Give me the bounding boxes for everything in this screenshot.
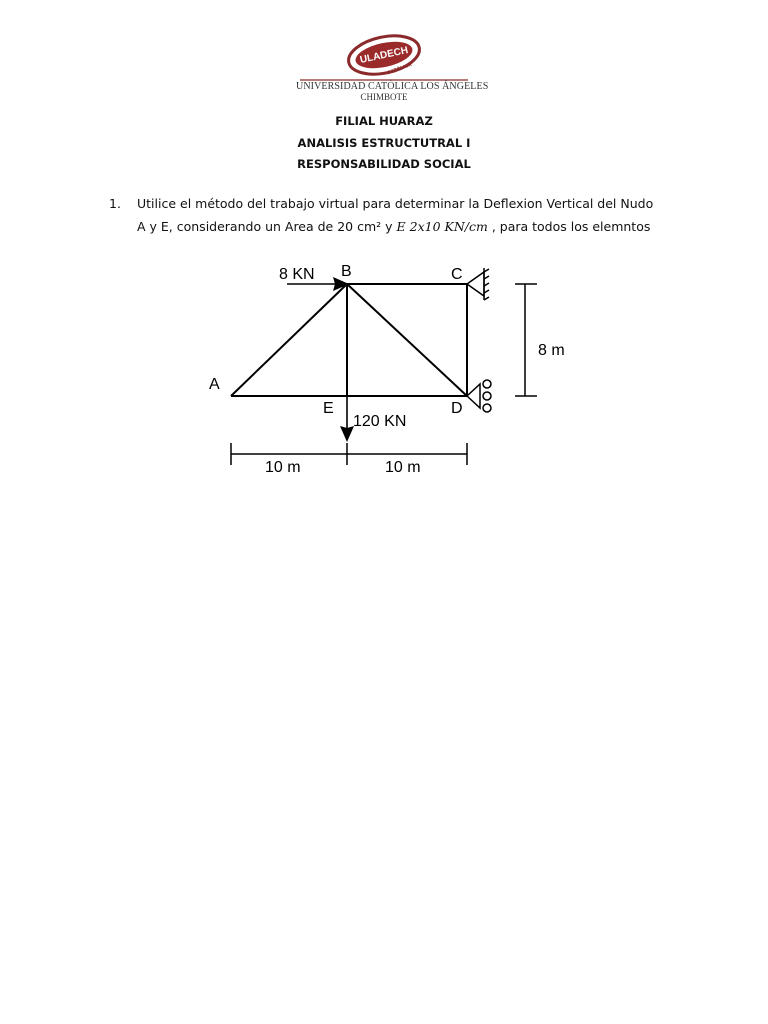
question-number: 1. <box>109 196 121 211</box>
uladech-badge-icon <box>296 30 472 82</box>
question-line2-prefix: A y E, considerando un Area de 20 cm² y <box>137 219 397 234</box>
header-course: ANALISIS ESTRUCTUTRAL I <box>297 136 471 150</box>
node-label-e: E <box>323 400 334 417</box>
node-label-a: A <box>209 376 220 393</box>
member-a-b <box>231 284 347 396</box>
question-math-expression: E 2x10 KN/cm <box>396 219 488 234</box>
logo-badge-subtext: CATÓLICA <box>386 61 413 77</box>
pin-support-c-icon <box>467 268 489 300</box>
question-line2-suffix: , para todos los elemntos <box>487 219 651 234</box>
logo-university-name: UNIVERSIDAD CATÓLICA LOS ÁNGELES <box>296 81 489 92</box>
truss-diagram <box>195 256 565 485</box>
load-label-8kn: 8 KN <box>279 266 315 283</box>
header-campus: FILIAL HUARAZ <box>335 114 433 128</box>
truss-drawing <box>195 256 565 481</box>
question-text-line1: Utilice el método del trabajo virtual para determinar la Deflexion Vertical del Nudo <box>137 196 654 211</box>
logo-badge-text: ULADECH <box>359 45 410 66</box>
question-text-line2 <box>137 219 650 234</box>
dimension-label-left-span: 10 m <box>265 459 301 476</box>
height-dimension-line <box>515 284 537 396</box>
dimension-label-right-span: 10 m <box>385 459 421 476</box>
node-label-d: D <box>451 400 463 417</box>
dimension-label-height: 8 m <box>538 342 565 359</box>
vertical-load-arrow-icon <box>340 396 354 442</box>
header-subject: RESPONSABILIDAD SOCIAL <box>297 157 471 171</box>
node-label-b: B <box>341 263 352 280</box>
node-label-c: C <box>451 266 463 283</box>
university-logo <box>296 30 489 104</box>
load-label-120kn: 120 KN <box>353 413 407 430</box>
logo-city: CHIMBOTE <box>360 92 408 102</box>
member-b-d <box>347 284 467 396</box>
roller-support-d-icon <box>467 380 491 412</box>
